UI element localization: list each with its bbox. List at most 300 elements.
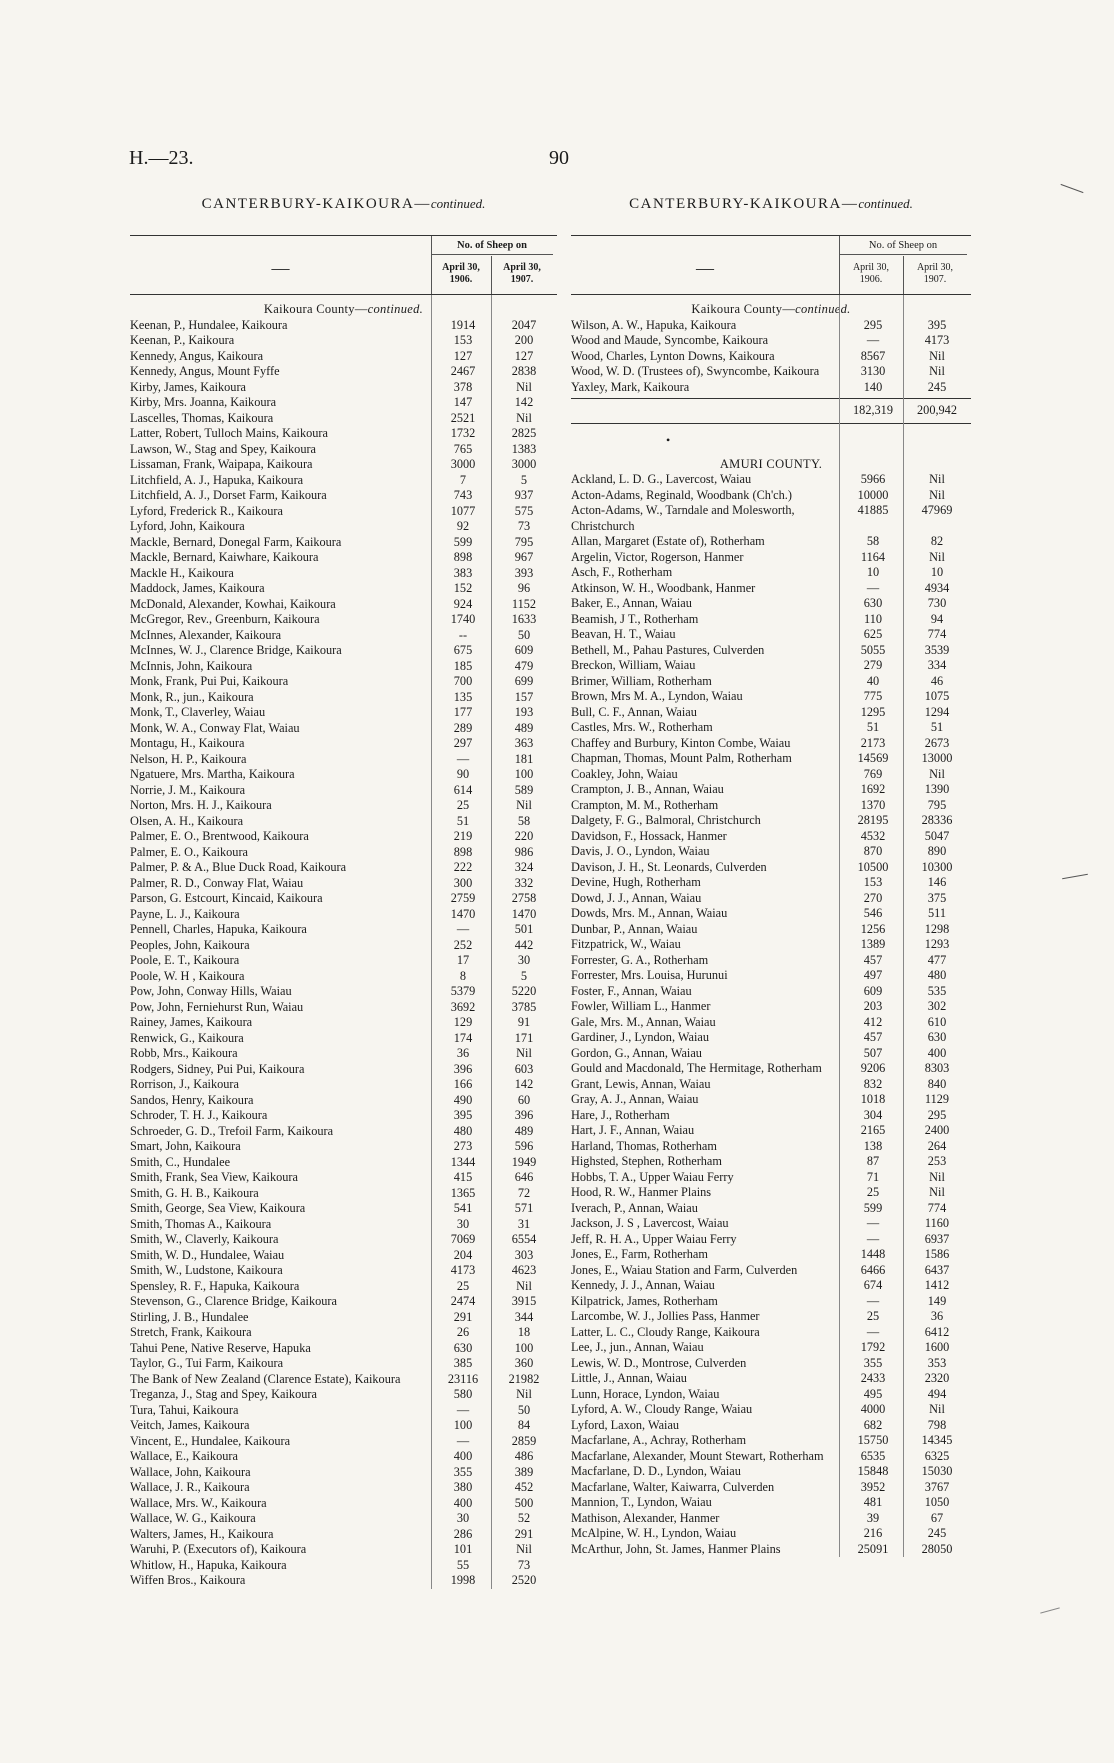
owner-name: Smith, G. H. B., Kaikoura — [130, 1185, 259, 1200]
sheep-1906: 495 — [863, 1386, 883, 1401]
sheep-1907: 774 — [927, 627, 947, 641]
sheep-1907: 1050 — [924, 1495, 950, 1509]
table-row — [130, 767, 557, 783]
table-row — [571, 767, 971, 783]
sheep-1906: 153 — [863, 875, 883, 889]
sheep-1907: 1160 — [924, 1216, 950, 1230]
table-row — [571, 550, 971, 566]
table-row — [571, 1263, 971, 1279]
table-row — [130, 690, 557, 706]
sheep-1907: 18 — [517, 1325, 531, 1339]
sheep-1906: 25 — [866, 1185, 880, 1199]
sheep-1906: 15750 — [857, 1433, 889, 1447]
sheep-1907: 67 — [930, 1510, 944, 1525]
sheep-1907: 84 — [517, 1418, 531, 1432]
sheep-1907: 400 — [927, 1045, 947, 1060]
table-title: CANTERBURY-KAIKOURA—continued. — [201, 196, 486, 212]
table-row — [571, 612, 971, 628]
sheep-1907: Nil — [929, 766, 945, 781]
table-row — [130, 1248, 557, 1264]
table-row — [571, 1185, 971, 1201]
page-reference: H.—23. — [129, 147, 194, 169]
table-row — [571, 1294, 971, 1310]
table-row — [130, 984, 557, 1000]
bullet-mark: • — [666, 432, 671, 447]
sheep-1906: 415 — [453, 1170, 473, 1184]
sheep-1906: — — [456, 751, 470, 766]
sheep-1907: 295 — [927, 1107, 947, 1122]
table-row — [571, 380, 971, 396]
sheep-1907: 353 — [927, 1355, 947, 1370]
owner-name: Payne, L. J., Kaikoura — [130, 906, 240, 921]
sheep-1907: Nil — [516, 379, 532, 394]
owner-name: Monk, R., jun., Kaikoura — [130, 689, 254, 704]
table-row — [571, 488, 971, 504]
sheep-1906: 630 — [863, 596, 883, 610]
owner-name: Waruhi, P. (Executors of), Kaikoura — [130, 1542, 307, 1556]
table-row — [130, 907, 557, 923]
table-row — [130, 814, 557, 830]
owner-name: Lyford, A. W., Cloudy Range, Waiau — [571, 1402, 753, 1416]
owner-name: Jackson, J. S , Lavercost, Waiau — [571, 1216, 729, 1230]
table-row — [571, 1278, 971, 1294]
sheep-1906: 51 — [456, 813, 470, 828]
owner-name: Lunn, Horace, Lyndon, Waiau — [571, 1386, 720, 1401]
sheep-1906: 7069 — [450, 1232, 476, 1246]
sheep-1906: 7 — [459, 472, 467, 487]
owner-name: Bethell, M., Pahau Pastures, Culverden — [571, 642, 765, 657]
table-row — [130, 969, 557, 985]
table-row — [130, 457, 557, 473]
sheep-1906: 25 — [456, 798, 470, 812]
sheep-1907: 3000 — [511, 457, 537, 471]
sheep-1907: 51 — [930, 720, 944, 734]
left-table — [130, 196, 557, 1589]
sheep-1907: 142 — [514, 395, 534, 409]
owner-name: Little, J., Annan, Waiau — [571, 1371, 687, 1385]
sheep-1907: 10 — [930, 565, 944, 579]
sheep-1907: 157 — [514, 689, 534, 704]
table-row — [130, 1186, 557, 1202]
sheep-1906: -- — [458, 627, 468, 642]
sheep-1906: 743 — [453, 488, 473, 502]
sheep-1906: 71 — [866, 1169, 880, 1184]
sheep-1907: 2520 — [511, 1573, 537, 1587]
table-row — [571, 1402, 971, 1418]
owner-name: Lissaman, Frank, Waipapa, Kaikoura — [130, 457, 313, 471]
table-row — [571, 751, 971, 767]
sheep-1906: 480 — [453, 1123, 473, 1138]
table-row — [571, 1046, 971, 1062]
sheep-1907: 2400 — [924, 1123, 950, 1137]
table-row — [571, 318, 971, 334]
table-row — [571, 968, 971, 984]
table-row — [130, 1000, 557, 1016]
table-row — [130, 1062, 557, 1078]
sheep-1906: 14569 — [857, 751, 889, 765]
table-row — [130, 1542, 557, 1558]
owner-name: Wiffen Bros., Kaikoura — [130, 1573, 246, 1587]
owner-name: Yaxley, Mark, Kaikoura — [571, 379, 690, 394]
owner-name: Lewis, W. D., Montrose, Culverden — [571, 1355, 747, 1370]
sheep-1907: 127 — [514, 348, 534, 363]
owner-name: Jones, E., Waiau Station and Farm, Culverden — [571, 1262, 798, 1277]
sheep-1906: 28195 — [857, 813, 889, 827]
sheep-1907: 795 — [927, 797, 947, 812]
owner-name: Bull, C. F., Annan, Waiau — [571, 704, 697, 719]
table-row — [130, 1434, 557, 1450]
table-row — [130, 829, 557, 845]
sheep-1906: 378 — [453, 379, 473, 394]
owner-name: Schroder, T. H. J., Kaikoura — [130, 1108, 268, 1122]
sheep-1907: 986 — [514, 844, 534, 859]
sheep-1907: 73 — [517, 519, 531, 533]
sheep-1906: 1256 — [860, 921, 886, 936]
table-row — [571, 1139, 971, 1155]
sheep-1907: 334 — [927, 658, 947, 672]
table-row — [130, 1046, 557, 1062]
owner-name: Hare, J., Rotherham — [571, 1107, 670, 1122]
table-row — [571, 1247, 971, 1263]
sheep-1907: 609 — [514, 643, 534, 657]
sheep-1907: 596 — [514, 1139, 534, 1153]
sheep-1907: 6412 — [924, 1324, 950, 1339]
owner-name: Fowler, William L., Hanmer — [571, 999, 711, 1013]
sheep-1906: 17 — [456, 953, 470, 967]
page-number: 90 — [549, 147, 569, 169]
sheep-1906: 185 — [453, 658, 473, 673]
sheep-1906: 832 — [863, 1076, 883, 1091]
owner-name: Vincent, E., Hundalee, Kaikoura — [130, 1433, 291, 1448]
owner-name: Argelin, Victor, Rogerson, Hanmer — [571, 549, 744, 564]
owner-name: Nelson, H. P., Kaikoura — [130, 751, 247, 766]
sheep-1906: 273 — [453, 1139, 473, 1153]
sheep-1906: 100 — [453, 1418, 473, 1432]
table-row — [130, 953, 557, 969]
sheep-1906: 4532 — [860, 828, 886, 843]
owner-name: Acton-Adams, Reginald, Woodbank (Ch'ch.) — [571, 487, 792, 502]
sheep-1907: 2320 — [924, 1371, 950, 1385]
sheep-1906: 3130 — [860, 364, 886, 378]
sheep-1906: 9206 — [860, 1061, 886, 1075]
owner-name: Smith, W., Claverly, Kaikoura — [130, 1232, 279, 1246]
sheep-1906: 135 — [453, 689, 473, 704]
sheep-1907: 795 — [514, 534, 534, 549]
sheep-1906: 769 — [863, 766, 883, 781]
table-row — [130, 442, 557, 458]
sheep-1906: 138 — [863, 1138, 883, 1153]
sheep-1906: 2165 — [860, 1123, 886, 1137]
margin-mark — [1040, 1607, 1060, 1613]
sheep-1906: 152 — [453, 581, 473, 595]
owner-name: Wallace, W. G., Kaikoura — [130, 1511, 256, 1525]
owner-name: Wallace, E., Kaikoura — [130, 1449, 238, 1463]
owner-name: Stevenson, G., Clarence Bridge, Kaikoura — [130, 1294, 337, 1308]
table-row — [571, 1371, 971, 1387]
owner-name: Monk, W. A., Conway Flat, Waiau — [130, 720, 300, 735]
table-row — [130, 1279, 557, 1295]
sheep-1906: 140 — [863, 379, 883, 394]
sheep-1906: 396 — [453, 1061, 473, 1076]
sheep-1907: 2673 — [924, 735, 950, 750]
sheep-1907: 5047 — [924, 828, 950, 843]
sheep-1906: 1914 — [450, 317, 476, 332]
owner-name: Macfarlane, Alexander, Mount Stewart, Rotherham — [571, 1448, 824, 1463]
sheep-1906: — — [866, 1293, 880, 1308]
sheep-1907: 193 — [514, 705, 534, 719]
sheep-1907: 30 — [517, 953, 531, 967]
sheep-1906: 153 — [453, 333, 473, 347]
sheep-1906: 90 — [456, 767, 470, 781]
owner-name: Macfarlane, D. D., Lyndon, Waiau — [571, 1464, 741, 1478]
sheep-1907: 479 — [514, 658, 534, 673]
table-row — [571, 1433, 971, 1449]
table-row — [130, 1465, 557, 1481]
table-row — [130, 504, 557, 520]
sheep-1906: 147 — [453, 395, 473, 409]
sheep-1907: 3767 — [924, 1479, 950, 1494]
owner-name: Gould and Macdonald, The Hermitage, Rotherham — [571, 1061, 822, 1075]
owner-name: Olsen, A. H., Kaikoura — [130, 813, 244, 828]
owner-name: Pennell, Charles, Hapuka, Kaikoura — [130, 922, 307, 936]
sheep-1906: 898 — [453, 550, 473, 564]
owner-name: Spensley, R. F., Hapuka, Kaikoura — [130, 1278, 300, 1293]
table-row — [130, 411, 557, 427]
sheep-1907: 730 — [927, 596, 947, 610]
name-column-header: — — [696, 258, 714, 278]
sheep-1906: 219 — [453, 829, 473, 843]
sheep-1906: 609 — [863, 983, 883, 998]
sheep-1906: 58 — [866, 534, 880, 548]
sheep-1907: 6554 — [511, 1232, 537, 1246]
owner-name: Kennedy, J. J., Annan, Waiau — [571, 1278, 715, 1292]
table-row — [130, 1341, 557, 1357]
sheep-1907: 363 — [514, 736, 534, 750]
table-row — [571, 1325, 971, 1341]
table-row — [130, 643, 557, 659]
owner-name: Beamish, J T., Rotherham — [571, 611, 699, 626]
sheep-1907: 1470 — [511, 906, 537, 921]
table-row — [571, 1464, 971, 1480]
section-heading: AMURI COUNTY. — [719, 456, 823, 471]
sheep-1906: 580 — [453, 1387, 473, 1401]
owner-name: Breckon, William, Waiau — [571, 658, 696, 672]
sheep-1907: 575 — [514, 503, 534, 518]
sheep-1906: 1295 — [860, 704, 886, 719]
sheep-1907: 477 — [927, 952, 947, 967]
table-row — [130, 1170, 557, 1186]
sheep-1906: 8 — [459, 968, 467, 983]
table-row — [571, 1511, 971, 1527]
owner-name: McInnis, John, Kaikoura — [130, 658, 253, 673]
table-row — [130, 1387, 557, 1403]
sheep-1906: 625 — [863, 627, 883, 641]
table-row — [130, 783, 557, 799]
sheep-1906: 39 — [866, 1510, 880, 1525]
table-row — [130, 1325, 557, 1341]
owner-name: Kilpatrick, James, Rotherham — [571, 1293, 718, 1308]
table-row — [571, 1170, 971, 1186]
table-row — [130, 1356, 557, 1372]
table-row — [571, 829, 971, 845]
sheep-1906: 2759 — [450, 891, 476, 905]
sheep-1906: 51 — [866, 720, 880, 734]
owner-name: Pow, John, Ferniehurst Run, Waiau — [130, 999, 304, 1014]
sheep-1907: 6437 — [924, 1262, 950, 1277]
owner-name: Tahui Pene, Native Reserve, Hapuka — [130, 1340, 311, 1355]
sheep-1906: 10000 — [857, 487, 889, 502]
table-row — [130, 860, 557, 876]
table-row — [130, 1139, 557, 1155]
sheep-1906: 129 — [453, 1015, 473, 1029]
sheep-1906: 481 — [863, 1495, 883, 1509]
sheep-1907: 1152 — [511, 596, 537, 611]
sheep-1906: 23116 — [447, 1371, 479, 1386]
sheep-1906: 26 — [456, 1325, 470, 1339]
owner-name: Litchfield, A. J., Hapuka, Kaikoura — [130, 472, 304, 487]
sheep-1906: 630 — [453, 1340, 473, 1355]
table-row — [571, 1216, 971, 1232]
sheep-1906: 15848 — [857, 1464, 889, 1478]
sheep-1907: 146 — [927, 875, 947, 889]
sheep-1906: 300 — [453, 875, 473, 890]
april-1907-header: April 30, 1907. — [916, 262, 954, 285]
sheep-1907: 1600 — [924, 1340, 950, 1354]
owner-name: Brimer, William, Rotherham — [571, 673, 712, 688]
table-row — [130, 798, 557, 814]
sheep-1907: 52 — [517, 1511, 531, 1525]
sheep-1906: 1732 — [450, 426, 476, 440]
sheep-1907: 8303 — [924, 1061, 950, 1075]
sheep-1906: 110 — [864, 611, 882, 626]
sheep-1907: 798 — [927, 1417, 947, 1432]
sheep-1906: 203 — [863, 999, 883, 1013]
owner-name: Crampton, M. M., Rotherham — [571, 797, 719, 812]
sheep-1907: 264 — [927, 1138, 947, 1153]
sheep-1906: 174 — [453, 1030, 473, 1045]
sheep-1907: 375 — [927, 890, 947, 905]
sheep-1906: 289 — [453, 720, 473, 735]
sheep-1907: 181 — [514, 751, 534, 766]
sheep-1907: 511 — [928, 906, 946, 920]
sheep-1907: Nil — [929, 1185, 945, 1199]
owner-name: Chapman, Thomas, Mount Palm, Rotherham — [571, 751, 792, 765]
table-row — [130, 736, 557, 752]
sheep-1907: 21982 — [508, 1371, 540, 1386]
sheep-1906: 25 — [866, 1309, 880, 1323]
sheep-1907: 6325 — [924, 1448, 950, 1463]
table-header — [571, 235, 971, 295]
owner-name: Macfarlane, Walter, Kaiwarra, Culverden — [571, 1479, 775, 1494]
owner-name: Keenan, P., Hundalee, Kaikoura — [130, 317, 288, 332]
sheep-1906: 1018 — [860, 1092, 886, 1106]
sheep-1907: 2838 — [511, 364, 537, 378]
owner-name: Dunbar, P., Annan, Waiau — [571, 921, 698, 936]
owner-name: Forrester, Mrs. Louisa, Hurunui — [571, 968, 728, 982]
sheep-1907: Nil — [929, 472, 945, 486]
sheep-1906: 204 — [453, 1247, 473, 1262]
sheep-1907: 245 — [927, 379, 947, 394]
sheep-1907: 50 — [517, 627, 531, 642]
table-row — [130, 845, 557, 861]
owner-name: Gordon, G., Annan, Waiau — [571, 1045, 702, 1060]
sheep-1907: 1383 — [511, 441, 537, 456]
table-row — [571, 472, 971, 488]
owner-name: Wood and Maude, Syncombe, Kaikoura — [571, 333, 769, 347]
total-1907: 200,942 — [917, 403, 957, 417]
owner-name: Harland, Thomas, Rotherham — [571, 1138, 717, 1153]
sheep-1907: 442 — [514, 937, 534, 952]
owner-name: Smith, George, Sea View, Kaikoura — [130, 1201, 306, 1215]
sheep-1907: Nil — [516, 1278, 532, 1293]
owner-name: Dalgety, F. G., Balmoral, Christchurch — [571, 813, 761, 827]
sheep-1907: 535 — [927, 983, 947, 998]
table-row — [571, 349, 971, 365]
sheep-1906: 4173 — [450, 1263, 476, 1277]
owner-name: Mackle, Bernard, Donegal Farm, Kaikoura — [130, 534, 342, 549]
table-row — [130, 333, 557, 349]
sheep-1907: 100 — [514, 1340, 534, 1355]
owner-name: Rainey, James, Kaikoura — [130, 1015, 253, 1029]
sheep-1907: 1586 — [924, 1247, 950, 1261]
april-1906-header: April 30, 1906. — [852, 262, 890, 285]
owner-name: Parson, G. Estcourt, Kincaid, Kaikoura — [130, 891, 323, 905]
sheep-1906: — — [866, 580, 880, 595]
owner-name: The Bank of New Zealand (Clarence Estate), Kaikoura — [130, 1371, 401, 1386]
owner-name: McArthur, John, St. James, Hanmer Plains — [571, 1541, 781, 1556]
sheep-1907: 82 — [930, 534, 944, 548]
table-row — [571, 1449, 971, 1465]
sheep-1906: 166 — [453, 1077, 473, 1091]
owner-name: Palmer, P. & A., Blue Duck Road, Kaikoura — [130, 860, 347, 874]
owner-name: Poole, W. H , Kaikoura — [130, 968, 245, 983]
sheep-1907: 1298 — [924, 921, 950, 936]
sheep-1907: 1390 — [924, 782, 950, 796]
owner-name: Palmer, E. O., Kaikoura — [130, 844, 249, 859]
owner-name: Asch, F., Rotherham — [571, 565, 673, 579]
sheep-1906: 279 — [863, 658, 883, 672]
table-row — [571, 534, 971, 550]
table-row — [571, 1015, 971, 1031]
owner-name: Davidson, F., Hossack, Hanmer — [571, 828, 727, 843]
owner-name: Coakley, John, Waiau — [571, 766, 678, 781]
sheep-1907: Nil — [516, 1387, 532, 1401]
table-row — [571, 674, 971, 690]
table-row — [571, 922, 971, 938]
sheep-1906: 2173 — [860, 735, 886, 750]
owner-name: Smith, Frank, Sea View, Kaikoura — [130, 1170, 298, 1184]
owner-name: Treganza, J., Stag and Spey, Kaikoura — [130, 1387, 317, 1401]
table-row — [130, 705, 557, 721]
sheep-1907: 50 — [517, 1402, 531, 1417]
sheep-1907: 489 — [514, 720, 534, 735]
sheep-1906: — — [456, 1433, 470, 1448]
owner-name: Lyford, Frederick R., Kaikoura — [130, 503, 283, 518]
sheep-1906: 10 — [866, 565, 880, 579]
sheep-1907: 396 — [514, 1108, 534, 1122]
sheep-1907: 142 — [514, 1077, 534, 1091]
sheep-1906: 177 — [453, 705, 473, 719]
sheep-1907: 149 — [927, 1293, 947, 1308]
april-1907-header: April 30, 1907. — [503, 262, 541, 285]
table-row — [130, 364, 557, 380]
table-row — [571, 782, 971, 798]
table-row — [130, 1077, 557, 1093]
sheep-1906: 1365 — [450, 1185, 476, 1200]
sheep-1906: — — [456, 1402, 470, 1417]
sheep-1907: 1075 — [924, 689, 950, 703]
sheep-1906: 10500 — [857, 859, 889, 874]
